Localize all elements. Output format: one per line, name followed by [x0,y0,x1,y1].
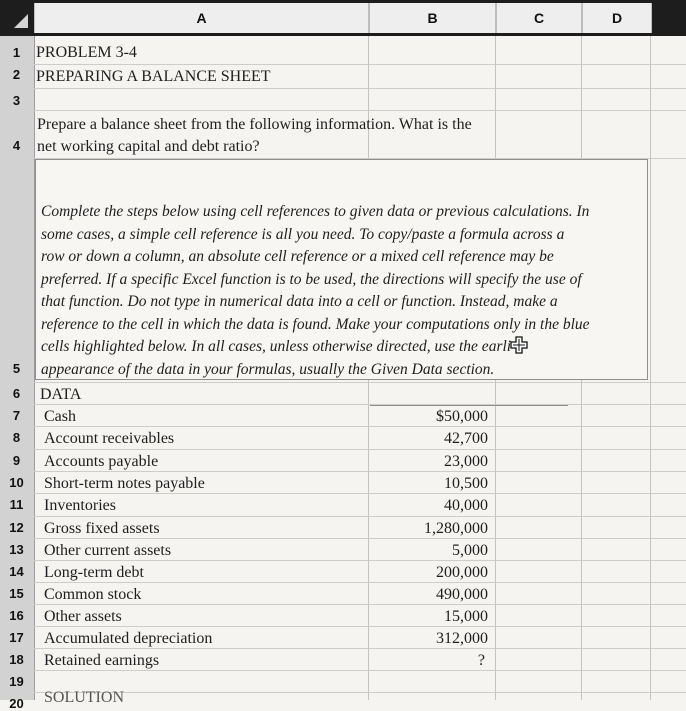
data-value-accounts-payable[interactable]: 23,000 [444,453,488,470]
instructions-line: preferred. If a specific Excel function is to be used, the directions will specify the use of [41,270,582,288]
data-value-cash[interactable]: $50,000 [436,408,488,425]
data-label-account-receivables[interactable]: Account receivables [44,430,175,447]
grid-line [650,36,651,700]
grid-line [34,626,686,627]
solution-heading-partial[interactable]: SOLUTION [44,689,124,706]
row-header[interactable]: 11 [9,497,24,512]
column-header-b[interactable]: B [369,3,496,33]
data-value-retained-earnings[interactable]: ? [477,652,485,669]
row-header[interactable]: 17 [9,630,24,645]
instructions-line [41,336,646,359]
column-header-d[interactable]: D [582,3,652,33]
select-all-corner[interactable] [6,6,30,30]
data-value-gross-fixed-assets[interactable]: 1,280,000 [424,520,488,537]
instructions-line: some cases, a simple cell reference is all you need. To copy/paste a formula across a [41,225,565,243]
row-header[interactable]: 8 [12,430,21,445]
row-header-bar [0,36,35,711]
row-header[interactable]: 5 [12,361,21,376]
data-label-cash[interactable]: Cash [44,408,76,425]
row-header[interactable]: 1 [12,45,21,60]
data-label-common-stock[interactable]: Common stock [44,586,142,603]
instructions-line: reference to the cell in which the data is found. Make your computations only in the blue [41,315,590,333]
grid-line [34,516,686,517]
row-header[interactable]: 20 [9,696,24,711]
data-value-short-term-notes-payable[interactable]: 10,500 [444,475,488,492]
grid-line [34,471,686,472]
data-value-common-stock[interactable]: 490,000 [436,586,488,603]
data-label-gross-fixed-assets[interactable]: Gross fixed assets [44,520,160,537]
row-header[interactable]: 19 [9,674,24,689]
instructions-line: row or down a column, an absolute cell reference or a mixed cell reference may be [41,248,554,265]
instructions-line: Complete the steps below using cell references to given data or previous calculations. In [41,203,590,220]
instructions-line: that function. Do not type in numerical data into a cell or function. Instead, make a [41,293,558,310]
grid-line [34,670,686,671]
row-header[interactable]: 7 [12,408,21,423]
grid-line [34,692,686,693]
grid-line [34,426,686,427]
data-label-accumulated-depreciation[interactable]: Accumulated depreciation [44,630,213,647]
move-cursor-icon [509,336,529,354]
data-label-long-term-debt[interactable]: Long-term debt [44,564,144,581]
grid-line [34,538,686,539]
row-header[interactable]: 6 [12,386,21,401]
grid-line [34,582,686,583]
row-header[interactable]: 15 [9,586,24,601]
prompt-line-1[interactable]: Prepare a balance sheet from the following information. What is the [37,116,472,133]
row-header[interactable]: 3 [12,93,21,108]
data-label-retained-earnings[interactable]: Retained earnings [44,652,160,669]
data-value-other-current-assets[interactable]: 5,000 [452,542,488,559]
grid-line [34,493,686,494]
data-value-account-receivables[interactable]: 42,700 [444,430,488,447]
row-header[interactable]: 16 [9,608,24,623]
problem-title[interactable]: PROBLEM 3-4 [36,44,137,61]
column-header-a[interactable]: A [34,3,369,33]
grid-line [34,88,686,89]
grid-line [34,648,686,649]
grid-line [34,110,686,111]
data-label-accounts-payable[interactable]: Accounts payable [44,453,159,470]
data-value-accumulated-depreciation[interactable]: 312,000 [436,630,488,647]
row-header[interactable]: 2 [12,67,21,82]
data-label-short-term-notes-payable[interactable]: Short-term notes payable [44,475,205,492]
data-value-long-term-debt[interactable]: 200,000 [436,564,488,581]
data-heading[interactable]: DATA [40,386,82,403]
data-value-inventories[interactable]: 40,000 [444,497,488,514]
grid-line [34,560,686,561]
data-label-inventories[interactable]: Inventories [44,497,116,514]
data-label-other-assets[interactable]: Other assets [44,608,122,625]
grid-line [34,404,686,405]
grid-line [34,604,686,605]
prompt-line-2[interactable]: net working capital and debt ratio? [37,138,260,155]
column-header-bar [0,0,686,36]
row-header[interactable]: 4 [12,138,21,153]
grid-line [34,64,686,65]
row-header[interactable]: 14 [9,564,24,579]
row-header[interactable]: 13 [9,542,24,557]
instructions-line: appearance of the data in your formulas, usually the Given Data section. [41,360,495,378]
row-header[interactable]: 9 [12,453,21,468]
column-header-c[interactable]: C [496,3,582,33]
row-header[interactable]: 12 [9,520,24,535]
data-value-other-assets[interactable]: 15,000 [444,608,488,625]
grid-line [34,382,686,383]
row-header[interactable]: 18 [9,652,24,667]
problem-subtitle[interactable]: PREPARING A BALANCE SHEET [36,68,271,85]
row-header[interactable]: 10 [9,475,24,490]
instructions-line-text: cells highlighted below. In all cases, unless otherwise directed, use the earli [41,338,512,355]
grid-line [34,449,686,450]
data-label-other-current-assets[interactable]: Other current assets [44,542,172,559]
instructions-box[interactable] [35,159,648,380]
instructions-text [41,201,646,381]
